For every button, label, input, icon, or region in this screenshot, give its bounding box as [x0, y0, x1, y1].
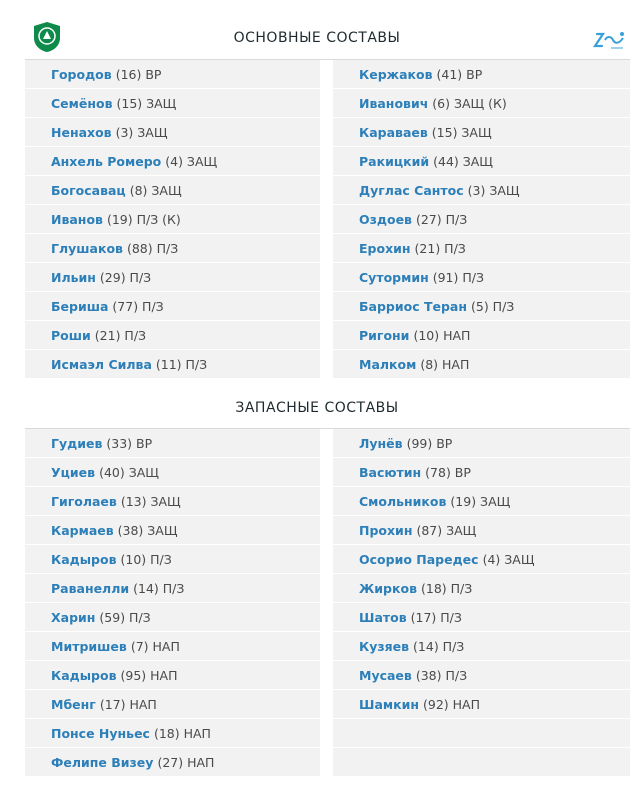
player-row	[333, 176, 630, 205]
player-row	[25, 603, 320, 632]
player-meta: (29) П/З	[99, 269, 152, 285]
player-name-link[interactable]: Кадыров	[51, 551, 117, 567]
player-row	[25, 350, 320, 379]
player-row	[333, 487, 630, 516]
player-name-link[interactable]: Иванович	[359, 95, 429, 111]
player-meta: (19) ЗАЩ	[450, 493, 511, 509]
player-meta: (92) НАП	[422, 696, 480, 712]
player-row	[333, 603, 630, 632]
player-meta: (95) НАП	[120, 667, 178, 683]
player-row	[25, 205, 320, 234]
player-meta: (99) ВР	[406, 435, 453, 451]
player-name-link[interactable]: Понсе Нуньес	[51, 725, 150, 741]
player-meta: (15) ЗАЩ	[116, 95, 177, 111]
player-name-link[interactable]: Шатов	[359, 609, 407, 625]
player-name-link[interactable]: Фелипе Визеу	[51, 754, 154, 770]
player-meta: (33) ВР	[106, 435, 153, 451]
player-row	[25, 516, 320, 545]
player-name-link[interactable]: Смольников	[359, 493, 447, 509]
player-name-link[interactable]: Сутормин	[359, 269, 429, 285]
player-meta: (3) ЗАЩ	[115, 124, 168, 140]
player-meta: (44) ЗАЩ	[433, 153, 493, 169]
player-name-link[interactable]: Лунёв	[359, 435, 403, 451]
player-row	[333, 516, 630, 545]
player-name-link[interactable]: Ильин	[51, 269, 96, 285]
player-row	[25, 661, 320, 690]
player-meta: (91) П/З	[432, 269, 484, 285]
player-name-link[interactable]: Кармаев	[51, 522, 114, 538]
player-meta: (27) НАП	[157, 754, 215, 770]
player-row	[25, 458, 320, 487]
player-name-link[interactable]: Раванелли	[51, 580, 130, 596]
player-meta: (15) ЗАЩ	[431, 124, 492, 140]
player-name-link[interactable]: Ерохин	[359, 240, 411, 256]
player-meta: (11) П/З	[155, 356, 208, 372]
substitutes-grid	[25, 429, 630, 777]
player-row	[25, 719, 320, 748]
player-row	[25, 429, 320, 458]
player-name-link[interactable]: Семёнов	[51, 95, 113, 111]
player-name-link[interactable]: Богосавац	[51, 182, 126, 198]
player-name-link[interactable]: Шамкин	[359, 696, 419, 712]
player-name-link[interactable]: Исмаэл Силва	[51, 356, 152, 372]
player-name-link[interactable]: Прохин	[359, 522, 413, 538]
player-meta: (4) ЗАЩ	[165, 153, 218, 169]
player-meta: (18) П/З	[421, 580, 473, 596]
player-name-link[interactable]: Барриос Теран	[359, 298, 467, 314]
player-row	[333, 205, 630, 234]
player-meta: (21) П/З	[94, 327, 147, 343]
player-meta: (21) П/З	[414, 240, 466, 256]
player-row	[25, 487, 320, 516]
player-row	[25, 60, 320, 89]
lineups-header	[0, 0, 634, 60]
player-row	[333, 545, 630, 574]
player-name-link[interactable]: Гудиев	[51, 435, 103, 451]
player-row	[25, 89, 320, 118]
player-name-link[interactable]: Дуглас Сантос	[359, 182, 464, 198]
player-name-link[interactable]: Иванов	[51, 211, 103, 227]
player-row	[25, 321, 320, 350]
player-meta: (16) ВР	[115, 66, 162, 82]
player-meta: (19) П/З (К)	[106, 211, 181, 227]
player-meta: (87) ЗАЩ	[416, 522, 477, 538]
player-meta: (8) ЗАЩ	[129, 182, 182, 198]
player-name-link[interactable]: Ракицкий	[359, 153, 430, 169]
player-name-link[interactable]: Караваев	[359, 124, 428, 140]
player-name-link[interactable]: Глушаков	[51, 240, 123, 256]
player-meta: (27) П/З	[415, 211, 468, 227]
player-meta: (7) НАП	[130, 638, 180, 654]
player-row	[333, 458, 630, 487]
player-name-link[interactable]: Оздоев	[359, 211, 412, 227]
player-name-link[interactable]: Мусаев	[359, 667, 412, 683]
player-name-link[interactable]: Жирков	[359, 580, 417, 596]
player-name-link[interactable]: Анхель Ромеро	[51, 153, 162, 169]
player-row	[333, 690, 630, 719]
zenit-logo-icon	[589, 30, 629, 52]
player-meta: (14) П/З	[133, 580, 185, 596]
player-meta: (6) ЗАЩ (К)	[432, 95, 507, 111]
player-row	[333, 292, 630, 321]
player-row	[333, 661, 630, 690]
zenit-starting-list	[333, 60, 630, 379]
player-meta: (10) П/З	[120, 551, 172, 567]
starting-lineups-title: ОСНОВНЫЕ СОСТАВЫ	[233, 30, 401, 46]
player-meta: (17) П/З	[410, 609, 462, 625]
player-row	[333, 429, 630, 458]
player-name-link[interactable]: Уциев	[51, 464, 96, 480]
starting-lineups-grid	[25, 60, 630, 379]
player-meta: (4) ЗАЩ	[482, 551, 535, 567]
player-row	[333, 89, 630, 118]
player-name-link[interactable]: Кержаков	[359, 66, 433, 82]
substitutes-title: ЗАПАСНЫЕ СОСТАВЫ	[235, 400, 399, 416]
player-row	[25, 545, 320, 574]
player-meta: (78) ВР	[425, 464, 471, 480]
player-meta: (13) ЗАЩ	[120, 493, 181, 509]
player-name-link[interactable]: Ригони	[359, 327, 410, 343]
player-meta: (5) П/З	[471, 298, 515, 314]
akhmat-starting-list	[25, 60, 320, 379]
player-meta: (38) ЗАЩ	[117, 522, 178, 538]
player-meta: (41) ВР	[436, 66, 483, 82]
player-name-link[interactable]: Городов	[51, 66, 112, 82]
player-meta: (38) П/З	[415, 667, 468, 683]
player-row	[333, 234, 630, 263]
player-row	[25, 748, 320, 777]
player-row	[25, 574, 320, 603]
player-row	[25, 632, 320, 661]
player-name-link[interactable]: Мбенг	[51, 696, 96, 712]
player-meta: (8) НАП	[420, 356, 470, 372]
player-row	[25, 690, 320, 719]
player-meta: (10) НАП	[413, 327, 471, 343]
player-row	[333, 147, 630, 176]
player-name-link[interactable]: Роши	[51, 327, 91, 343]
player-row	[333, 60, 630, 89]
player-name-link[interactable]: Ненахов	[51, 124, 112, 140]
empty-row	[333, 748, 630, 777]
zenit-subs-list	[333, 429, 630, 777]
player-name-link[interactable]: Малком	[359, 356, 417, 372]
player-meta: (88) П/З	[126, 240, 179, 256]
player-name-link[interactable]: Бериша	[51, 298, 109, 314]
player-meta: (18) НАП	[153, 725, 211, 741]
player-name-link[interactable]: Харин	[51, 609, 96, 625]
player-row	[25, 263, 320, 292]
akhmat-subs-list	[25, 429, 320, 777]
player-row	[25, 118, 320, 147]
player-meta: (59) П/З	[99, 609, 151, 625]
player-row	[333, 263, 630, 292]
player-row	[25, 147, 320, 176]
player-row	[333, 574, 630, 603]
player-meta: (17) НАП	[99, 696, 157, 712]
player-name-link[interactable]: Кадыров	[51, 667, 117, 683]
player-row	[25, 234, 320, 263]
player-name-link[interactable]: Митришев	[51, 638, 127, 654]
player-row	[333, 632, 630, 661]
player-row	[25, 292, 320, 321]
player-meta: (3) ЗАЩ	[467, 182, 520, 198]
empty-row	[333, 719, 630, 748]
player-name-link[interactable]: Кузяев	[359, 638, 410, 654]
player-meta: (77) П/З	[112, 298, 164, 314]
player-row	[25, 176, 320, 205]
player-name-link[interactable]: Васютин	[359, 464, 422, 480]
player-meta: (14) П/З	[413, 638, 465, 654]
player-meta: (40) ЗАЩ	[99, 464, 159, 480]
player-row	[333, 321, 630, 350]
player-row	[333, 118, 630, 147]
player-name-link[interactable]: Гиголаев	[51, 493, 117, 509]
player-name-link[interactable]: Осорио Паредес	[359, 551, 479, 567]
player-row	[333, 350, 630, 379]
